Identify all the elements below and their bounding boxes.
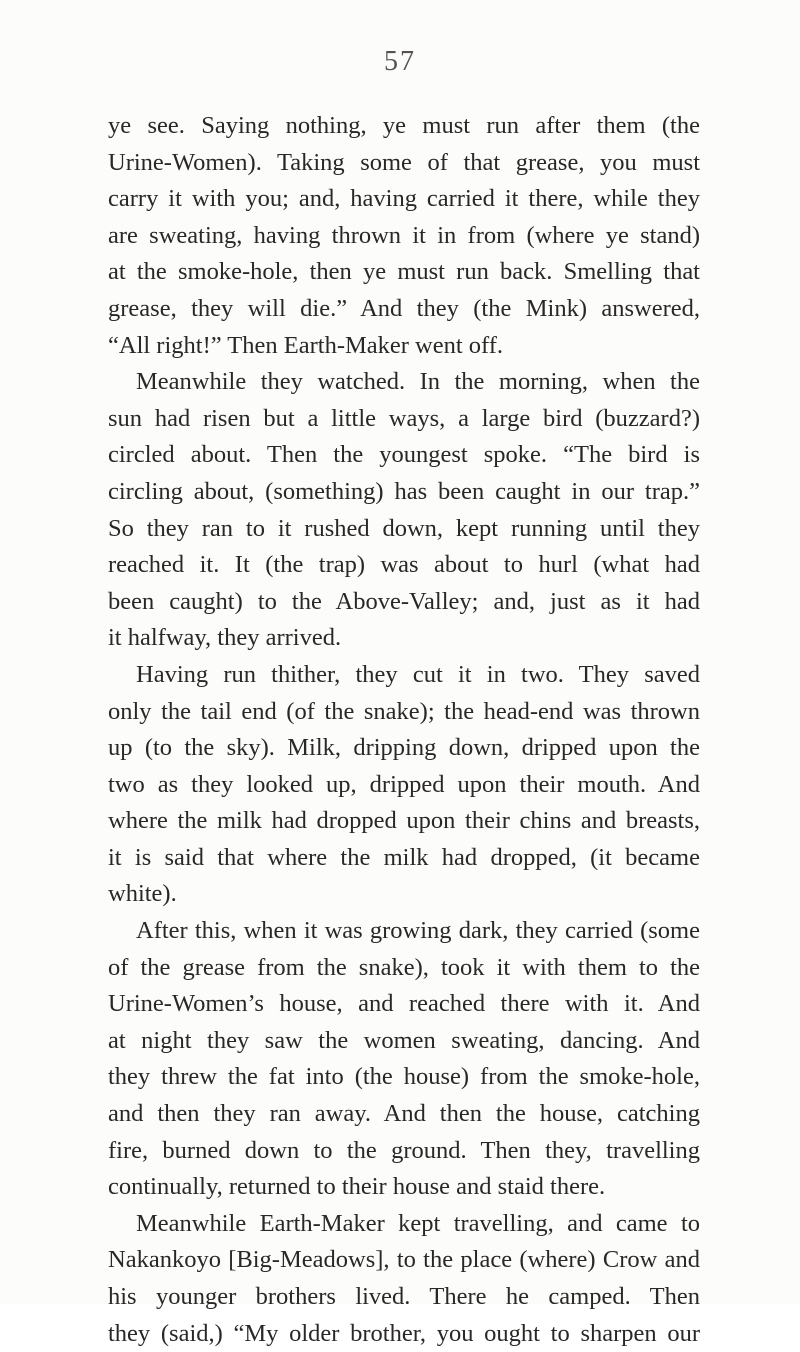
text-line: circling about, (something) has been caught in our trap.” [108, 477, 700, 505]
text-line: carry it with you; and, having carried it there, while they [108, 185, 700, 213]
text-line: Having run thither, they cut it in two. They saved [136, 660, 700, 688]
text-line: Urine-Women’s house, and reached there with it. And [108, 990, 700, 1018]
text-line: Urine-Women). Taking some of that grease, you must [108, 148, 700, 176]
text-line: they threw the fat into (the house) from the smoke-hole, [108, 1063, 700, 1091]
text-line: continually, returned to their house and staid there. [108, 1173, 606, 1201]
text-line: and then they ran away. And then the house, catching [108, 1100, 700, 1128]
text-line: they (said,) “My older brother, you ought to sharpen our [108, 1319, 700, 1347]
text-line: are sweating, having thrown it in from (where ye stand) [108, 221, 700, 249]
text-line: only the tail end (of the snake); the head-end was thrown [108, 697, 700, 725]
text-line: it is said that where the milk had dropped, (it became [108, 843, 700, 871]
text-line: So they ran to it rushed down, kept running until they [108, 514, 700, 542]
text-line: where the milk had dropped upon their chins and breasts, [108, 807, 700, 835]
text-line: Meanwhile Earth-Maker kept travelling, and came to [136, 1209, 700, 1237]
body-text [108, 108, 700, 1352]
page-number: 57 [384, 46, 416, 77]
text-line: it halfway, they arrived. [108, 624, 342, 652]
text-line: Meanwhile they watched. In the morning, when the [136, 368, 700, 396]
text-line: reached it. It (the trap) was about to hurl (what had [108, 551, 700, 579]
text-line: sun had risen but a little ways, a large bird (buzzard?) [108, 404, 700, 432]
text-line: at the smoke-hole, then ye must run back. Smelling that [108, 258, 700, 286]
text-line: grease, they will die.” And they (the Mink) answered, [108, 294, 700, 322]
text-line: at night they saw the women sweating, dancing. And [108, 1026, 700, 1054]
text-line: circled about. Then the youngest spoke. “The bird is [108, 441, 700, 469]
text-line: ye see. Saying nothing, ye must run after them (the [108, 112, 700, 139]
text-line: fire, burned down to the ground. Then they, travelling [108, 1136, 700, 1164]
text-line: of the grease from the snake), took it with them to the [108, 953, 700, 981]
text-line: two as they looked up, dripped upon their mouth. And [108, 770, 700, 798]
text-line: Nakankoyo [Big-Meadows], to the place (where) Crow and [108, 1246, 700, 1274]
text-line: After this, when it was growing dark, they carried (some [136, 917, 700, 945]
text-line: white). [108, 880, 177, 908]
text-line: his younger brothers lived. There he camped. Then [108, 1283, 700, 1310]
text-line: “All right!” Then Earth-Maker went off. [108, 331, 504, 359]
text-line: up (to the sky). Milk, dripping down, dripped upon the [108, 734, 700, 762]
text-line: been caught) to the Above-Valley; and, just as it had [108, 587, 700, 615]
